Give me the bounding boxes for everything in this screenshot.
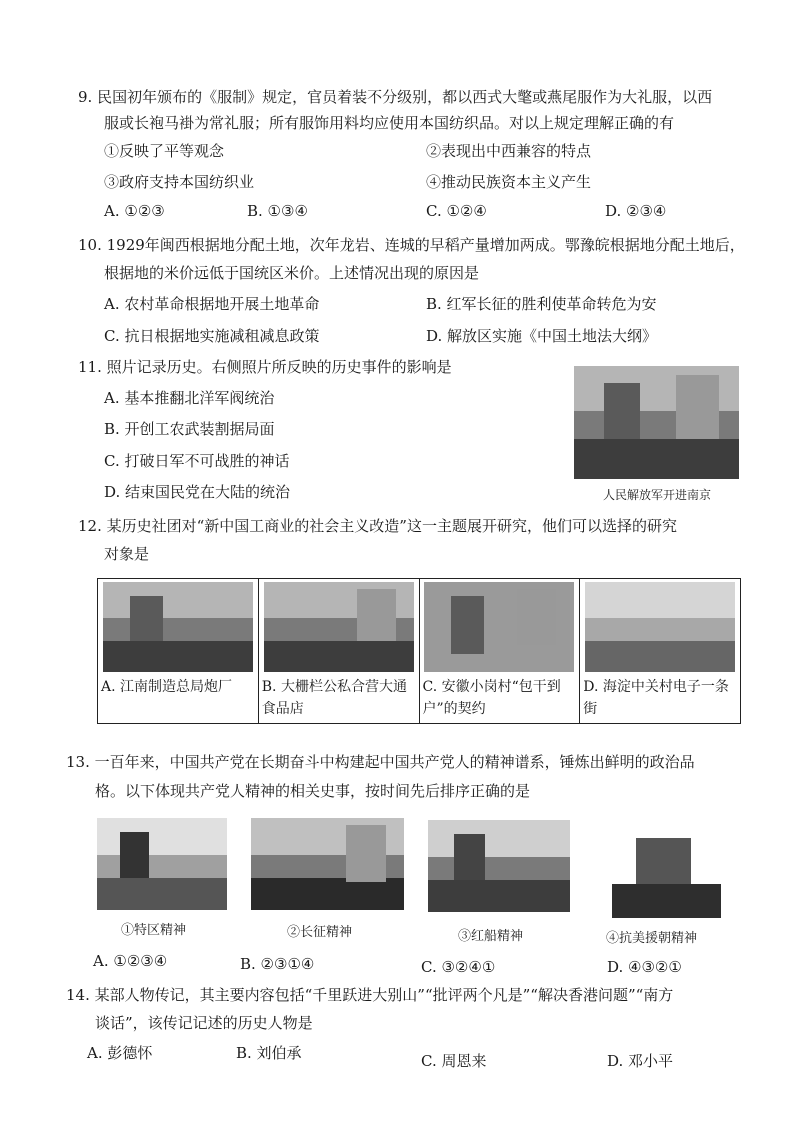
q9-item-1: ①反映了平等观念: [104, 142, 225, 160]
q13-option-c: C. ③②④①: [421, 958, 496, 976]
q11-stem: 11. 照片记录历史。右侧照片所反映的历史事件的影响是: [78, 358, 452, 376]
q13-caption-2: ②长征精神: [287, 925, 353, 940]
q10-option-b: B. 红军长征的胜利使革命转危为安: [426, 295, 657, 313]
q11-option-c: C. 打破日军不可战胜的神话: [104, 452, 290, 470]
q9-option-b: B. ①③④: [247, 202, 308, 220]
q13-option-d: D. ④③②①: [607, 958, 682, 976]
q12-photo-d: [585, 582, 735, 672]
q13-photo-4: [598, 834, 735, 918]
q12-label-c: C. 安徽小岗村“包干到户”的契约: [422, 679, 561, 717]
q9-item-3: ③政府支持本国纺织业: [104, 173, 255, 191]
q12-cell-d: [580, 579, 741, 724]
q13-stem-line2: 格。以下体现共产党人精神的相关史事，按时间先后排序正确的是: [95, 782, 531, 800]
q14-option-d: D. 邓小平: [607, 1052, 674, 1070]
q11-photo: [574, 366, 739, 479]
q10-stem-line2: 根据地的米价远低于国统区米价。上述情况出现的原因是: [104, 264, 480, 282]
q12-cell-c: [419, 579, 580, 724]
q12-option-table: [97, 578, 741, 724]
q14-stem-line1: 14. 某部人物传记，其主要内容包括“千里跃进大别山”“批评两个凡是”“解决香港问题”“南方: [66, 986, 674, 1004]
q9-stem-line1: 9. 民国初年颁布的《服制》规定，官员着装不分级别，都以西式大氅或燕尾服作为大礼服，以西: [78, 88, 713, 106]
q14-option-a: A. 彭德怀: [87, 1044, 153, 1062]
q12-label-d: D. 海淀中关村电子一条街: [583, 679, 729, 717]
q12-stem-line2: 对象是: [104, 545, 150, 563]
q10-option-d: D. 解放区实施《中国土地法大纲》: [426, 327, 658, 345]
q11-option-b: B. 开创工农武装割据局面: [104, 420, 275, 438]
q11-option-d: D. 结束国民党在大陆的统治: [104, 483, 291, 501]
q13-option-b: B. ②③①④: [240, 955, 315, 973]
q10-stem-line1: 10. 1929年闽西根据地分配土地，次年龙岩、连城的早稻产量增加两成。鄂豫皖根据地分配土地后，: [78, 236, 745, 254]
q13-caption-3: ③红船精神: [458, 929, 524, 944]
q9-item-2: ②表现出中西兼容的特点: [426, 142, 592, 160]
q10-option-a: A. 农村革命根据地开展土地革命: [104, 295, 320, 313]
q12-stem-line1: 12. 某历史社团对“新中国工商业的社会主义改造”这一主题展开研究，他们可以选择的研究: [78, 517, 677, 535]
q13-option-a: A. ①②③④: [93, 952, 168, 970]
q9-option-d: D. ②③④: [605, 202, 667, 220]
q9-stem-line2: 服或长袍马褂为常礼服；所有服饰用料均应使用本国纺织品。对以上规定理解正确的有: [104, 114, 675, 132]
q12-photo-b: [264, 582, 414, 672]
q12-cell-a: [98, 579, 259, 724]
q14-stem-line2: 谈话”，该传记记述的历史人物是: [95, 1014, 313, 1032]
q12-cell-b: [258, 579, 419, 724]
q14-option-b: B. 刘伯承: [236, 1044, 302, 1062]
q10-option-c: C. 抗日根据地实施减租减息政策: [104, 327, 320, 345]
q9-option-a: A. ①②③: [104, 202, 165, 220]
q9-option-c: C. ①②④: [426, 202, 487, 220]
q11-photo-caption: 人民解放军开进南京: [603, 488, 712, 502]
q11-option-a: A. 基本推翻北洋军阀统治: [104, 389, 275, 407]
q13-photo-2: [251, 818, 404, 910]
q9-item-4: ④推动民族资本主义产生: [426, 173, 592, 191]
q12-photo-a: [103, 582, 253, 672]
q13-photo-1: [97, 818, 227, 910]
q13-stem-line1: 13. 一百年来，中国共产党在长期奋斗中构建起中国共产党人的精神谱系，锤炼出鲜明的政治品: [66, 753, 695, 771]
q13-caption-4: ④抗美援朝精神: [606, 931, 698, 946]
q12-photo-c: [424, 582, 574, 672]
q13-caption-1: ①特区精神: [121, 923, 187, 938]
q12-label-a: A. 江南制造总局炮厂: [101, 679, 233, 695]
q12-label-b: B. 大栅栏公私合营大通食品店: [261, 679, 407, 717]
q14-option-c: C. 周恩来: [421, 1052, 487, 1070]
q13-photo-3: [428, 820, 570, 912]
